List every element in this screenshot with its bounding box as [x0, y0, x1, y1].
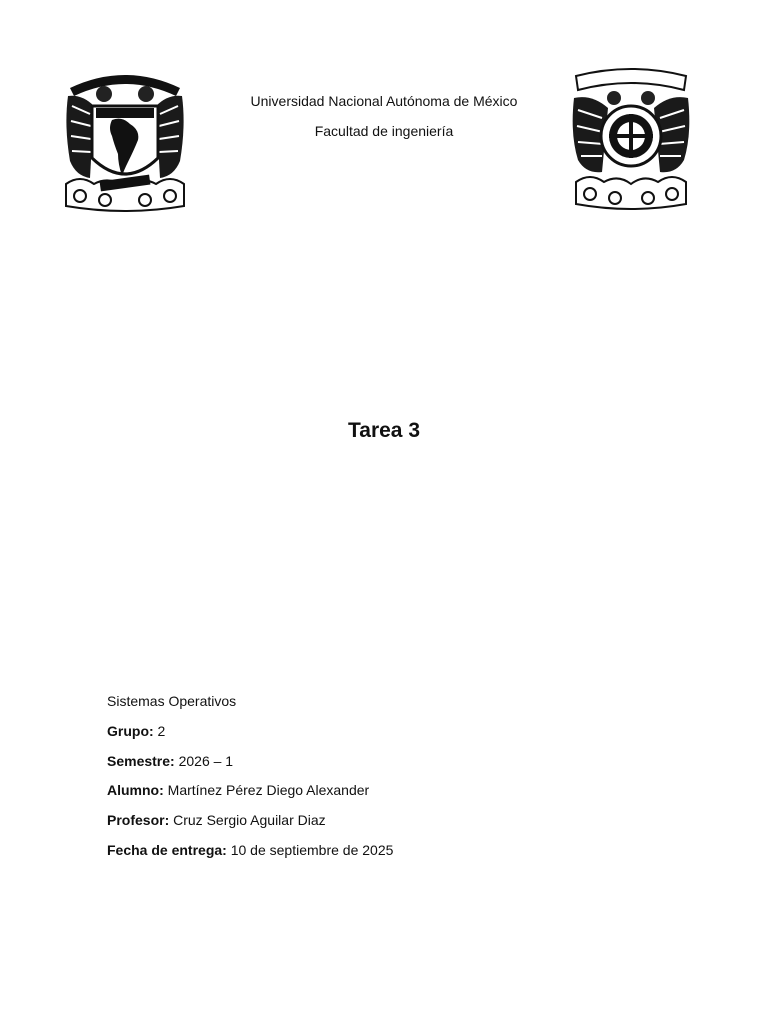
group-label: Grupo:: [107, 722, 154, 739]
faculty-name: Facultad de ingeniería: [314, 123, 454, 139]
fi-engineering-seal-icon: [568, 64, 694, 212]
semester-value: 2026 – 1: [174, 752, 234, 769]
professor-label: Profesor:: [107, 812, 170, 829]
student-label: Alumno:: [107, 782, 164, 799]
semester-line: [107, 752, 667, 770]
student-line: [107, 781, 667, 799]
subject-line: [107, 692, 667, 710]
semester-label: Semestre:: [107, 752, 175, 769]
date-value: 10 de septiembre de 2025: [226, 841, 394, 858]
student-value: Martínez Pérez Diego Alexander: [163, 782, 370, 799]
university-name: Universidad Nacional Autónoma de México: [250, 93, 518, 109]
unam-seal-icon: [60, 66, 190, 212]
details-block: [107, 692, 667, 871]
date-line: [107, 841, 667, 859]
subject-text: Sistemas Operativos: [107, 693, 237, 709]
group-value: 2: [153, 722, 166, 739]
group-line: [107, 722, 667, 740]
date-label: Fecha de entrega:: [107, 841, 227, 858]
professor-value: Cruz Sergio Aguilar Diaz: [169, 812, 326, 829]
document-title: Tarea 3: [348, 419, 420, 442]
professor-line: [107, 811, 667, 829]
